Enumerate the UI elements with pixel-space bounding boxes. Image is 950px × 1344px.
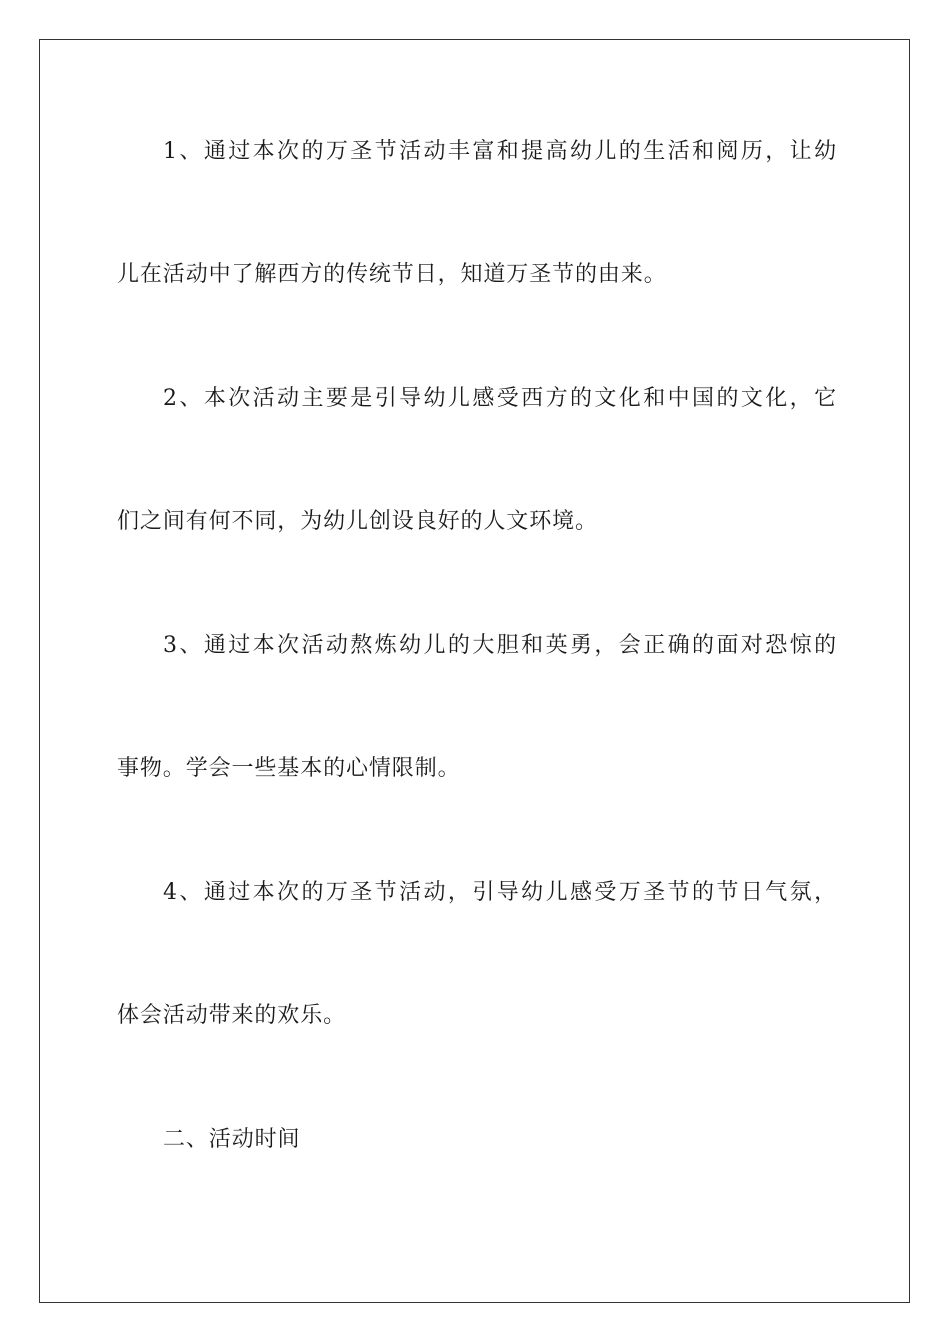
paragraph-2-line-1: 2、本次活动主要是引导幼儿感受西方的文化和中国的文化，它 — [163, 386, 837, 411]
paragraph-3-line-1: 3、通过本次活动熬炼幼儿的大胆和英勇，会正确的面对恐惊的 — [163, 633, 837, 658]
paragraph-3-line-2: 事物。学会一些基本的心情限制。 — [117, 756, 461, 781]
paragraph-4-line-2: 体会活动带来的欢乐。 — [117, 1003, 347, 1028]
paragraph-1-line-2: 儿在活动中了解西方的传统节日，知道万圣节的由来。 — [117, 262, 667, 287]
page-frame — [39, 39, 910, 1303]
paragraph-2-line-2: 们之间有何不同，为幼儿创设良好的人文环境。 — [117, 509, 598, 534]
paragraph-1-line-1: 1、通过本次的万圣节活动丰富和提高幼儿的生活和阅历，让幼 — [163, 139, 837, 164]
paragraph-4-line-1: 4、通过本次的万圣节活动，引导幼儿感受万圣节的节日气氛， — [163, 880, 837, 905]
section-heading: 二、活动时间 — [163, 1127, 301, 1152]
